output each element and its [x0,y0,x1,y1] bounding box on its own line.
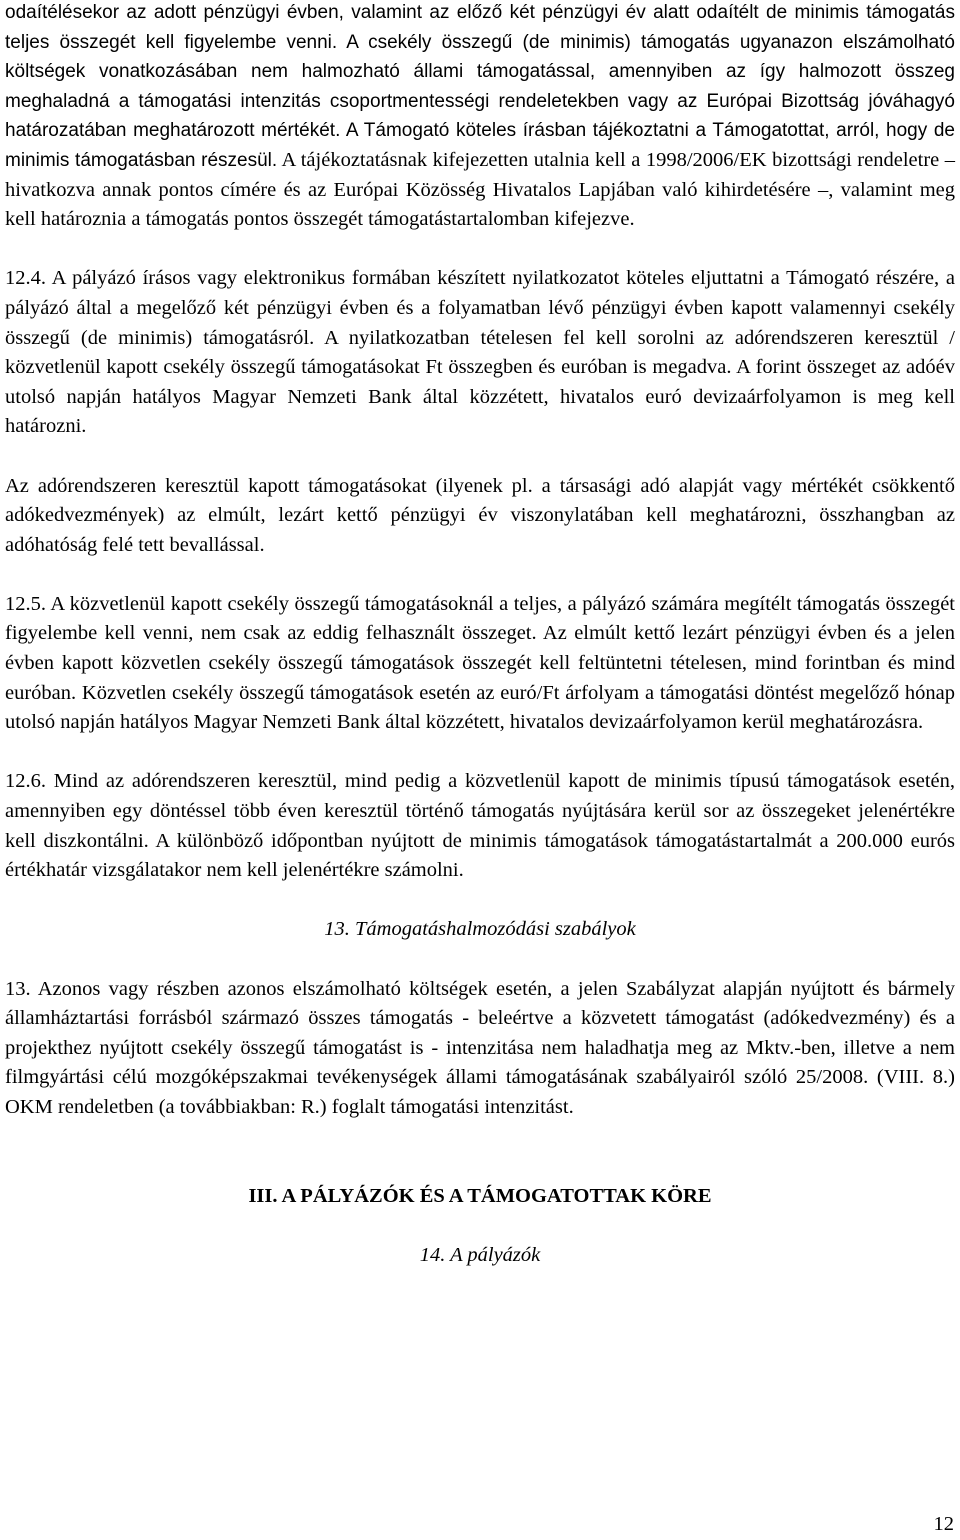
section-heading-14: 14. A pályázók [419,1244,541,1267]
section-heading-13: 13. Támogatáshalmozódási szabályok [324,918,636,941]
paragraph-13: 13. Azonos vagy részben azonos elszámolható költségek esetén, a jelen Szabályzat alapján nyújtott és bármely államháztartási forrásból származó összes támogatás - beleértve a közvetett támogatást (adókedvezmény) és a projekthez nyújtott csekély összegű támogatást is - intenzitása nem haladhatja meg az Mktv.-ben, illetve a nem filmgyártási célú mozgóképszakmai tevékenységek állami támogatásának szabályairól szóló 25/2008. (VIII. 8.) OKM rendeletben (a továbbiakban: R.) foglalt támogatási intenzitást. [5,977,955,1118]
paragraph-de-minimis-cumulation-serif: A tájékoztatásnak kifejezetten utalnia kell a 1998/2006/EK bizottsági rendeletre – hivatkozva annak pontos címére és az Európai Közösség Hivatalos Lapjában való kihirdetésére –, valamint meg kell határoznia a támogatás pontos összegét támogatástartalomban kifejezve. [5,148,956,231]
paragraph-tax-system-support: Az adórendszeren keresztül kapott támogatásokat (ilyenek pl. a társasági adó alapját vagy mértékét csökkentő adókedvezmények) az elmúlt, lezárt kettő pénzügyi év viszonylatában kell meghatározni, összhangban az adóhatóság felé tett bevallással. [5,474,955,556]
document-page [5,0,955,1271]
paragraph-de-minimis-cumulation-sans: odaítélésekor az adott pénzügyi évben, valamint az előző két pénzügyi év alatt odaítélt de minimis támogatás teljes összegét kell figyelembe venni. A csekély összegű (de minimis) támogatás ugyanazon elszámolható költségek vonatkozásában nem halmozható állami támogatással, amennyiben az így halmozott összeg meghaladná a támogatási intenzitás csoportmentességi rendeletekben vagy az Európai Bizottság jóváhagyó határozatában meghatározott mértékét. A Támogató köteles írásban tájékoztatni a Támogatottat, arról, hogy de minimis támogatásban részesül. [5,2,955,171]
paragraph-de-minimis-cumulation [5,0,955,235]
paragraph-12-5: 12.5. A közvetlenül kapott csekély összegű támogatásoknál a teljes, a pályázó számára megítélt támogatás összegét figyelembe kell venni, nem csak az eddig felhasznált összeget. Az elmúlt kettő lezárt pénzügyi évben és a jelen évben kapott közvetlen csekély összegű támogatások összegét kell feltüntetni tételesen, mind forintban és mind euróban. Közvetlen csekély összegű támogatások esetén az euró/Ft árfolyam a támogatási döntést megelőző hónap utolsó napján hatályos Magyar Nemzeti Bank által közzétett, hivatalos devizaárfolyamon kerül meghatározásra. [5,592,955,734]
part-heading-III: III. A PÁLYÁZÓK ÉS A TÁMOGATOTTAK KÖRE [248,1184,712,1207]
paragraph-12-4: 12.4. A pályázó írásos vagy elektronikus formában készített nyilatkozatot köteles eljuttatni a Támogató részére, a pályázó által a megelőző két pénzügyi évben és a folyamatban lévő pénzügyi évben kapott valamennyi csekély összegű (de minimis) támogatásról. A nyilatkozatban tételesen fel kell sorolni az adórendszeren keresztül / közvetlenül kapott csekély összegű támogatásokat Ft összegben és euróban is megadva. A forint összeget az adóév utolsó napján hatályos Magyar Nemzeti Bank által közzétett, hivatalos euró devizaárfolyamon is meg kell határozni. [5,267,955,438]
paragraph-12-6: 12.6. Mind az adórendszeren keresztül, mind pedig a közvetlenül kapott de minimis típusú támogatások esetén, amennyiben egy döntéssel több éven keresztül történő támogatás nyújtására kerül sor az összegeket jelenértékre kell diszkontálni. A különböző időpontban nyújtott de minimis támogatások támogatástartalmát a 200.000 eurós értékhatár vizsgálatakor nem kell jelenértékre számolni. [5,770,955,882]
page-number: 12 [933,1513,954,1535]
